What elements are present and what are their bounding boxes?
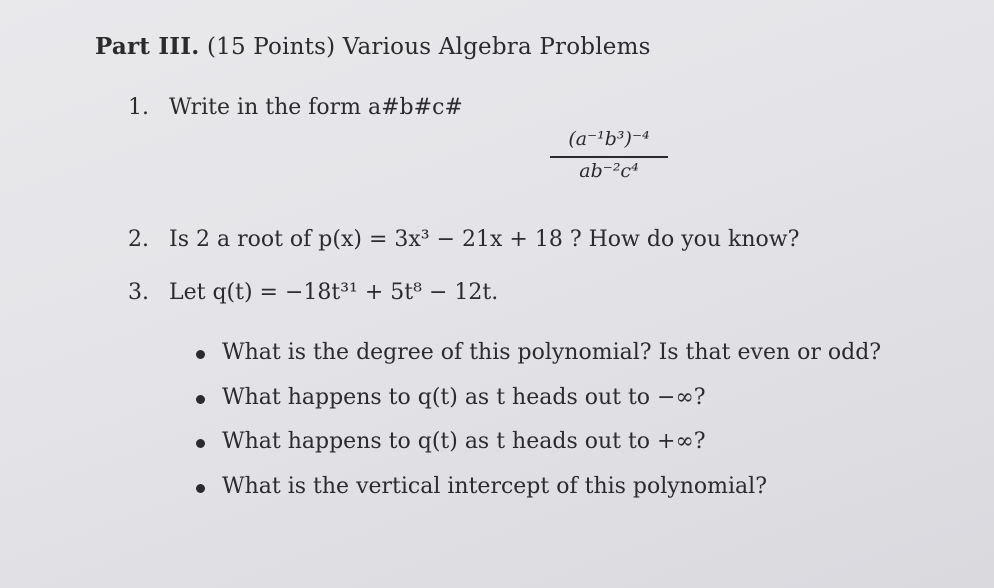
bullet-text: What is the degree of this polynomial? Is that even or odd? (222, 340, 882, 365)
problem-1 (128, 95, 463, 120)
problem-2 (128, 227, 799, 252)
problem-3-text: Let q(t) = −18t³¹ + 5t⁸ − 12t. (169, 280, 499, 305)
fraction-denominator: ab⁻²c⁴ (579, 159, 639, 182)
fraction-numerator: (a⁻¹b³)⁻⁴ (568, 128, 650, 150)
bullet-text: What happens to q(t) as t heads out to +∞? (222, 429, 706, 454)
problem-1-expression (548, 128, 670, 182)
problem-3 (128, 280, 498, 305)
bullet-text: What happens to q(t) as t heads out to −∞? (222, 384, 706, 410)
section-title: Various Algebra Problems (342, 34, 651, 60)
bullet-item (196, 429, 881, 474)
problem-1-text: Write in the form a#b#c# (169, 95, 463, 120)
problem-2-text: Is 2 a root of p(x) = 3x³ − 21x + 18 ? How do you know? (169, 227, 800, 252)
problem-1-number: 1. (128, 95, 149, 120)
bullet-item (196, 474, 881, 519)
bullet-dot-icon (196, 484, 205, 493)
bullet-dot-icon (196, 395, 205, 404)
problem-3-bullet-list (196, 340, 881, 518)
part-label: Part III. (95, 33, 200, 60)
bullet-text: What is the vertical intercept of this polynomial? (222, 473, 767, 499)
bullet-item (196, 385, 881, 430)
section-heading (95, 33, 651, 60)
points-label: (15 Points) (206, 34, 336, 60)
problem-2-number: 2. (128, 227, 149, 252)
bullet-dot-icon (196, 439, 205, 448)
problem-3-number: 3. (128, 280, 149, 305)
bullet-dot-icon (196, 350, 205, 359)
bullet-item (196, 340, 881, 385)
